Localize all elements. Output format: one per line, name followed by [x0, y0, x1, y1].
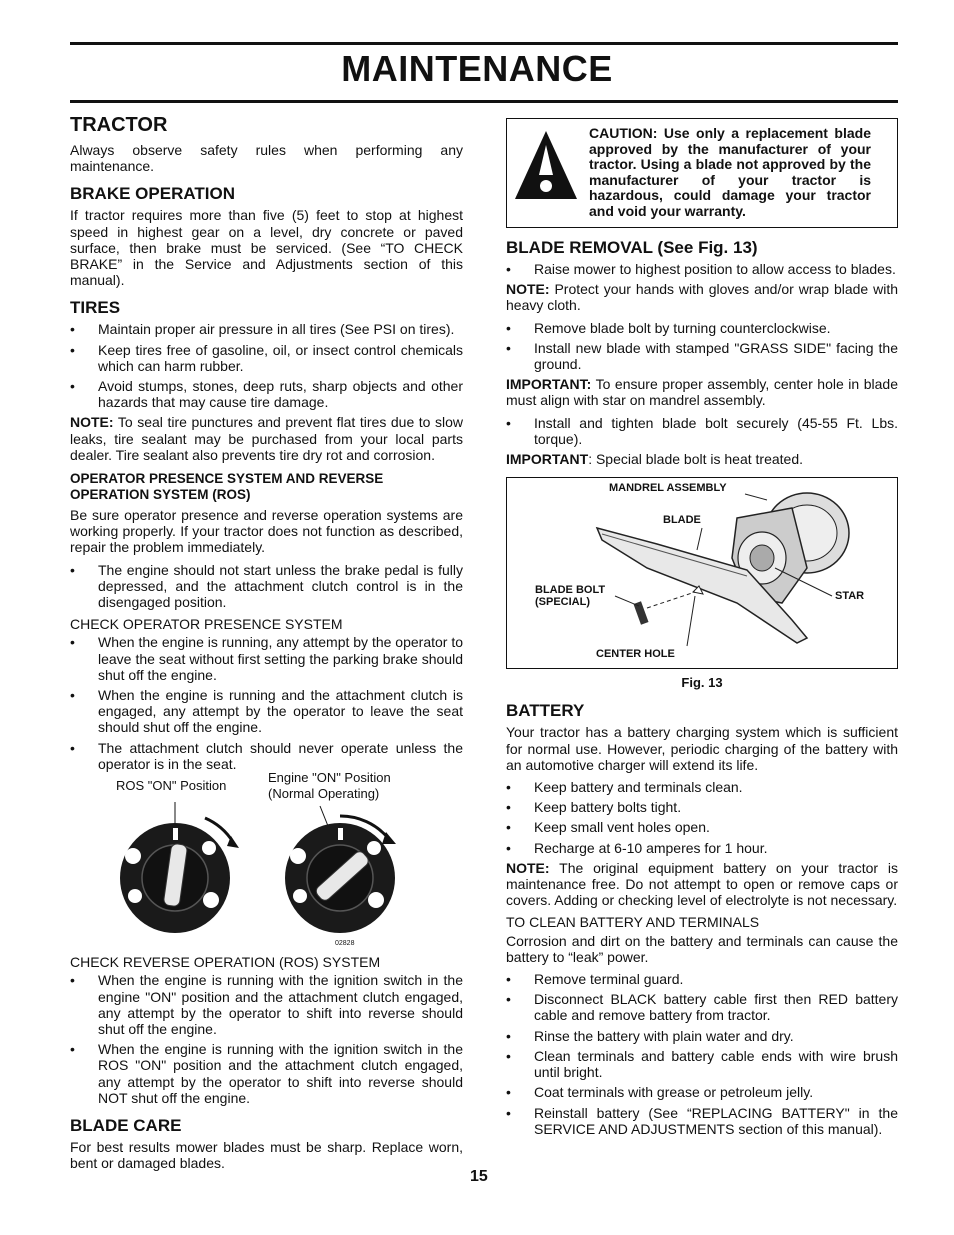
list-item: • When the engine is running with the ignition switch in the engine "ON" position and the attachment clutch engaged, any attempt by the operator to shift into reverse should shut off the engine. [70, 972, 463, 1037]
right-column [506, 118, 898, 1141]
important-text: : Special blade bolt is heat treated. [588, 451, 803, 468]
star-label: STAR [835, 590, 865, 603]
center-hole-label: CENTER HOLE [596, 648, 675, 661]
ros-heading: OPERATOR PRESENCE SYSTEM AND REVERSE OPERATION SYSTEM (ROS) [70, 471, 384, 503]
check-ops-list [70, 634, 463, 772]
left-column [70, 110, 463, 1177]
list-item: • When the engine is running with the ignition switch in the ROS "ON" position and the attachment clutch engaged, any attempt by the operator to shift into reverse should NOT shut off the engine. [70, 1041, 463, 1106]
clean-heading: TO CLEAN BATTERY AND TERMINALS [506, 914, 760, 931]
blade-note [506, 281, 898, 313]
clean-list [506, 971, 898, 1137]
list-item: • Reinstall battery (See “REPLACING BATTERY" in the SERVICE AND ADJUSTMENTS section of this manual). [506, 1105, 898, 1137]
check-ros-list [70, 972, 463, 1106]
blade-removal-list-1 [506, 261, 898, 277]
blade-removal-list-3 [506, 415, 898, 447]
blade-care-text: For best results mower blades must be sharp. Replace worn, bent or damaged blades. [70, 1138, 463, 1172]
important-note-2 [506, 451, 898, 467]
list-item: • Keep tires free of gasoline, oil, or insect control chemicals which can harm rubber. [70, 342, 463, 374]
battery-list [506, 779, 898, 856]
list-item: • Keep small vent holes open. [506, 819, 898, 835]
note-label: NOTE: [70, 414, 114, 431]
figure-code: 02828 [335, 940, 355, 948]
list-item: • Maintain proper air pressure in all tires (See PSI on tires). [70, 321, 463, 337]
figure-caption: Fig. 13 [681, 675, 723, 691]
blade-removal-list-2 [506, 320, 898, 373]
battery-note [506, 860, 898, 909]
list-item: • Rinse the battery with plain water and dry. [506, 1028, 898, 1044]
list-item: • Remove terminal guard. [506, 971, 898, 987]
brake-heading: BRAKE OPERATION [70, 184, 235, 204]
ignition-switch-figure [70, 770, 463, 948]
important-text: To ensure proper assembly, center hole in blade must align with star on mandrel assembly. [506, 376, 898, 409]
check-ros-heading: CHECK REVERSE OPERATION (ROS) SYSTEM [70, 954, 381, 971]
blade-figure [506, 477, 898, 669]
top-rule [70, 42, 898, 45]
battery-text: Your tractor has a battery charging system which is sufficient for normal use. However, periodic charging of the battery with an automotive charger will extend its life. [506, 724, 898, 773]
list-item: • The attachment clutch should never operate unless the operator is in the seat. [70, 740, 463, 772]
brake-text: If tractor requires more than five (5) feet to stop at highest speed in highest gear on a level, dry concrete or paved surface, then brake must be serviced. (See “TO CHECK BRAKE” in the Service and Adjustments section of this manual). [70, 207, 463, 289]
note-label: NOTE: [506, 281, 550, 298]
list-item: • Remove blade bolt by turning counterclockwise. [506, 320, 898, 336]
ignition-switch-illustration [70, 776, 463, 948]
list-item: • Install and tighten blade bolt securely (45-55 Ft. Lbs. torque). [506, 415, 898, 447]
ros-list [70, 562, 463, 611]
note-label: NOTE: [506, 859, 550, 876]
list-item: • Recharge at 6-10 amperes for 1 hour. [506, 840, 898, 856]
blade-removal-heading: BLADE REMOVAL (See Fig. 13) [506, 238, 758, 257]
warning-icon [513, 129, 579, 201]
list-item: • When the engine is running, any attempt by the operator to leave the seat without first setting the parking brake should shut off the engine. [70, 634, 463, 683]
note-text: To seal tire punctures and prevent flat tires due to slow leaks, tire sealant may be purchased from your local parts dealer. Tire sealant also prevents tire dry rot and corrosion. [70, 414, 464, 463]
list-item: • When the engine is running and the attachment clutch is engaged, any attempt by the operator to leave the seat should shut off the engine. [70, 687, 463, 736]
title-rule [70, 100, 898, 103]
tires-heading: TIRES [70, 298, 121, 318]
list-item: • Coat terminals with grease or petroleum jelly. [506, 1084, 898, 1100]
list-item: • Clean terminals and battery cable ends with wire brush until bright. [506, 1048, 898, 1080]
tractor-intro: Always observe safety rules when performing any maintenance. [70, 142, 463, 175]
note-text: Protect your hands with gloves and/or wrap blade with heavy cloth. [506, 281, 898, 314]
blade-diagram [507, 478, 897, 666]
important-note [506, 376, 898, 408]
mandrel-label: MANDREL ASSEMBLY [609, 482, 727, 495]
page-number: 15 [470, 1168, 488, 1185]
note-text: The original equipment battery on your tractor is maintenance free. Do not attempt to open or remove caps or covers. Adding or checking level of electrolyte is not necessary. [506, 859, 898, 909]
caution-text: CAUTION: Use only a replacement blade approved by the manufacturer of your tractor. Using a blade not approved by the manufacturer of your tractor is hazardous, could damage your tractor and void your warranty. [589, 125, 871, 219]
blade-care-heading: BLADE CARE [70, 1115, 182, 1135]
tires-list [70, 321, 463, 410]
tractor-heading: TRACTOR [70, 114, 168, 136]
list-item: • Raise mower to highest position to allow access to blades. [506, 261, 898, 277]
important-label: IMPORTANT: [506, 376, 592, 393]
ros-text: Be sure operator presence and reverse operation systems are working properly. If your tractor does not function as described, repair the problem immediately. [70, 507, 463, 556]
ros-position-label: ROS "ON" Position [116, 778, 227, 794]
list-item: • Keep battery bolts tight. [506, 799, 898, 815]
blade-label: BLADE [663, 514, 701, 527]
check-ops-heading: CHECK OPERATOR PRESENCE SYSTEM [70, 616, 343, 633]
page-title: MAINTENANCE [341, 48, 613, 89]
engine-position-label: Engine "ON" Position (Normal Operating) [268, 770, 391, 802]
battery-heading: BATTERY [506, 701, 585, 721]
list-item: • Disconnect BLACK battery cable first then RED battery cable and remove battery from tractor. [506, 991, 898, 1023]
blade-bolt-label: BLADE BOLT (SPECIAL) [535, 584, 606, 609]
list-item: • Keep battery and terminals clean. [506, 779, 898, 795]
clean-text: Corrosion and dirt on the battery and terminals can cause the battery to “leak” power. [506, 932, 898, 965]
caution-box [506, 118, 898, 228]
list-item: • The engine should not start unless the brake pedal is fully depressed, and the attachment clutch control is in the disengaged position. [70, 562, 463, 611]
list-item: • Avoid stumps, stones, deep ruts, sharp objects and other hazards that may cause tire damage. [70, 378, 463, 410]
tires-note [70, 414, 463, 463]
important-label: IMPORTANT [506, 451, 589, 468]
list-item: • Install new blade with stamped "GRASS SIDE" facing the ground. [506, 340, 898, 372]
